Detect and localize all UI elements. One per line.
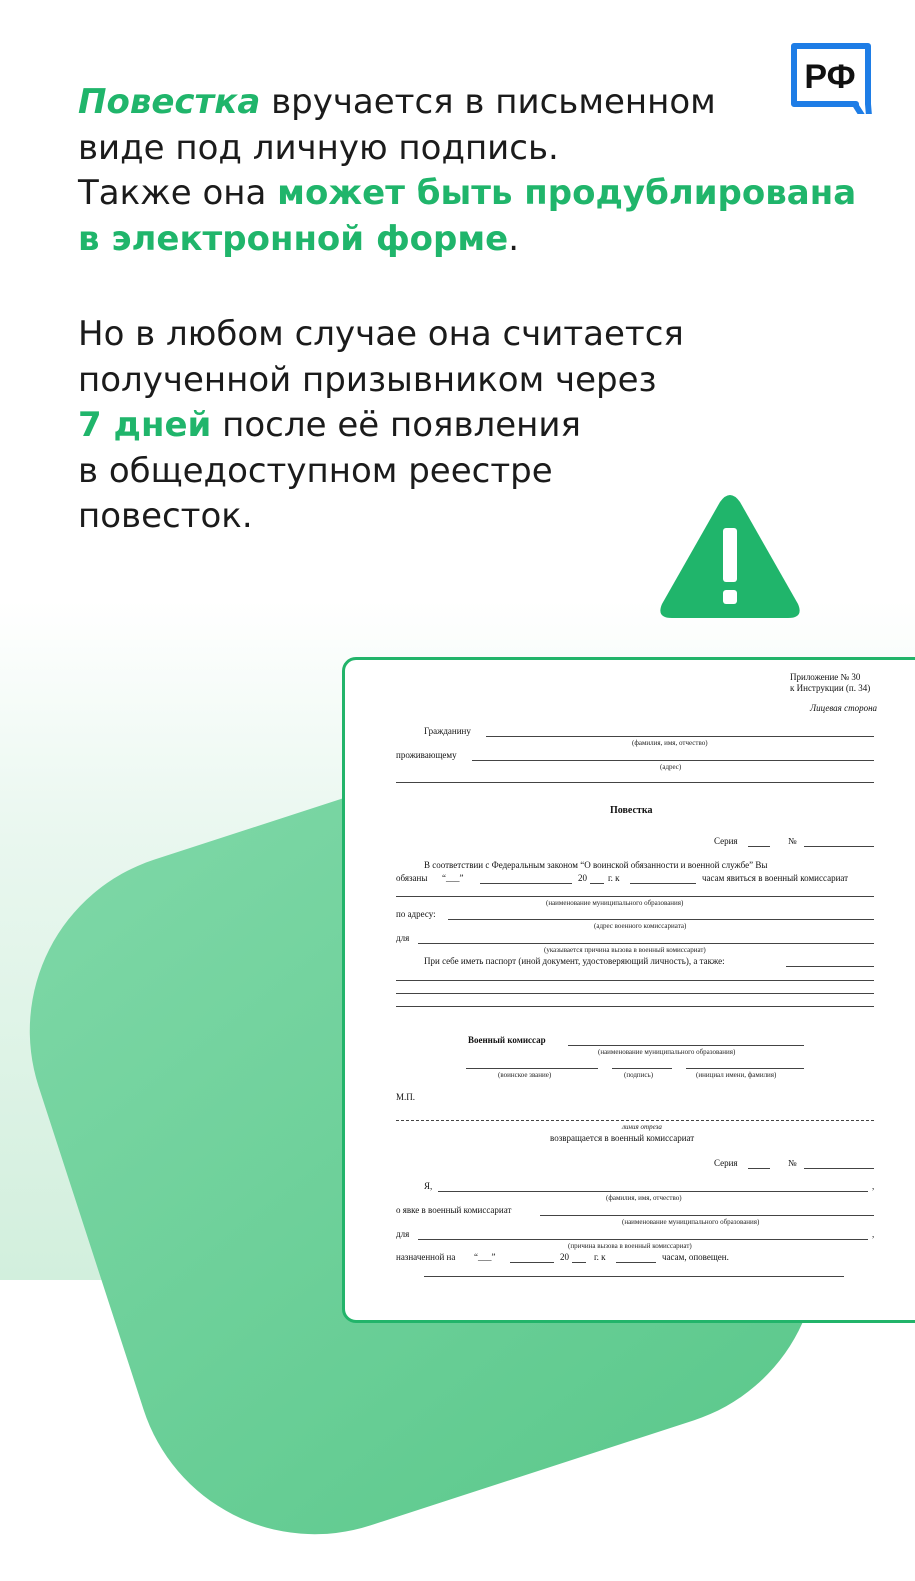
year-line-2: [572, 1262, 586, 1263]
series-line: [748, 846, 770, 847]
cut-line: [396, 1120, 874, 1121]
appendix-number: Приложение № 30: [790, 672, 861, 682]
extra-line-2: [396, 993, 874, 994]
reason-line: [418, 943, 874, 944]
for-label-2: для: [396, 1229, 410, 1239]
obliged-label: обязаны: [396, 873, 428, 883]
reason-line-2: [418, 1239, 868, 1240]
municipal-line: [396, 896, 874, 897]
i-label: Я,: [424, 1181, 433, 1191]
hours-text: часам явиться в военный комиссариат: [702, 873, 849, 883]
municipal-caption-2: (наименование муниципального образования): [622, 1218, 760, 1226]
number-label: №: [788, 836, 797, 846]
highlight-povestka: Повестка: [78, 82, 261, 122]
year-g-2: г. к: [594, 1252, 606, 1262]
highlight-electronic: в электронной форме: [78, 218, 509, 259]
series-label-2: Серия: [714, 1158, 738, 1168]
appear-text: о явке в военный комиссариат: [396, 1205, 512, 1215]
address-caption: (адрес): [660, 763, 682, 771]
year-prefix-2: 20: [560, 1252, 569, 1262]
commissar-municipal-caption: (наименование муниципального образования): [598, 1048, 736, 1056]
bottom-line: [424, 1276, 844, 1277]
reason-caption: (указывается причина вызова в военный комиссариат): [544, 946, 706, 954]
hours-line-2: [616, 1262, 656, 1263]
for-label: для: [396, 933, 410, 943]
scheduled-label: назначенной на: [396, 1252, 456, 1262]
fio-caption-2: (фамилия, имя, отчество): [606, 1194, 682, 1202]
notified-text: часам, оповещен.: [662, 1252, 729, 1262]
month-line: [480, 883, 572, 884]
text: Но в любом случае она считается: [78, 314, 684, 354]
date-quote-2: “___”: [474, 1252, 496, 1262]
highlight-duplicated: может быть продублирована: [277, 173, 857, 213]
series-line-2: [748, 1168, 770, 1169]
commissar-line: [568, 1045, 804, 1046]
commissariat-address-line: [448, 919, 874, 920]
rank-line: [466, 1068, 598, 1069]
address-line-2: [396, 782, 874, 783]
hours-line: [630, 883, 696, 884]
commissar-label: Военный комиссар: [468, 1035, 546, 1045]
signature-line: [612, 1068, 672, 1069]
side-label: Лицевая сторона: [810, 703, 878, 713]
number-label-2: №: [788, 1158, 797, 1168]
citizen-line: [486, 736, 874, 737]
at-address-label: по адресу:: [396, 909, 436, 919]
month-line-2: [510, 1262, 554, 1263]
stamp-label: М.П.: [396, 1092, 416, 1102]
appendix-reference: к Инструкции (п. 34): [790, 683, 871, 693]
initials-line: [686, 1068, 804, 1069]
extra-line-3: [396, 1006, 874, 1007]
municipal-caption: (наименование муниципального образования): [546, 899, 684, 907]
citizen-label: Гражданину: [424, 726, 471, 736]
fio-line-2: [438, 1191, 868, 1192]
text: в общедоступном реестре: [78, 450, 553, 491]
number-line-2: [804, 1168, 874, 1169]
logo-text: РФ: [804, 58, 856, 96]
commissariat-address-caption: (адрес военного комиссариата): [594, 922, 687, 930]
highlight-7-days: 7 дней: [78, 405, 212, 445]
text: виде под личную подпись.: [78, 127, 559, 168]
text: полученной призывником через: [78, 359, 657, 400]
returned-text: возвращается в военный комиссариат: [550, 1133, 695, 1143]
text: повесток.: [78, 496, 253, 536]
rank-caption: (воинское звание): [498, 1071, 552, 1079]
fio-caption: (фамилия, имя, отчество): [632, 739, 708, 747]
living-label: проживающему: [396, 750, 457, 760]
municipal-line-2: [540, 1215, 874, 1216]
year-g: г. к: [608, 873, 620, 883]
year-line: [590, 883, 604, 884]
initials-caption: (инициал имени, фамилия): [696, 1071, 777, 1079]
address-line: [472, 760, 874, 761]
law-text: В соответствии с Федеральным законом “О воинской обязанности и военной службе” Вы: [424, 860, 768, 870]
text: Также она: [78, 173, 278, 213]
text: после её появления: [211, 405, 581, 445]
number-line: [804, 846, 874, 847]
year-prefix: 20: [578, 873, 587, 883]
date-quote: “___”: [442, 873, 464, 883]
extra-line-1: [396, 980, 874, 981]
document-title: Повестка: [610, 805, 653, 816]
text: .: [508, 218, 520, 259]
comma-2: ,: [872, 1229, 875, 1239]
comma-1: ,: [872, 1181, 875, 1191]
cut-line-caption: линия отреза: [622, 1123, 662, 1131]
signature-caption: (подпись): [624, 1071, 654, 1079]
passport-text: При себе иметь паспорт (иной документ, удостоверяющий личность), а также:: [424, 956, 725, 966]
text: вручается в письменном: [260, 82, 716, 122]
series-label: Серия: [714, 836, 738, 846]
reason-caption-2: (причина вызова в военный комиссариат): [568, 1242, 692, 1250]
passport-line: [786, 966, 874, 967]
